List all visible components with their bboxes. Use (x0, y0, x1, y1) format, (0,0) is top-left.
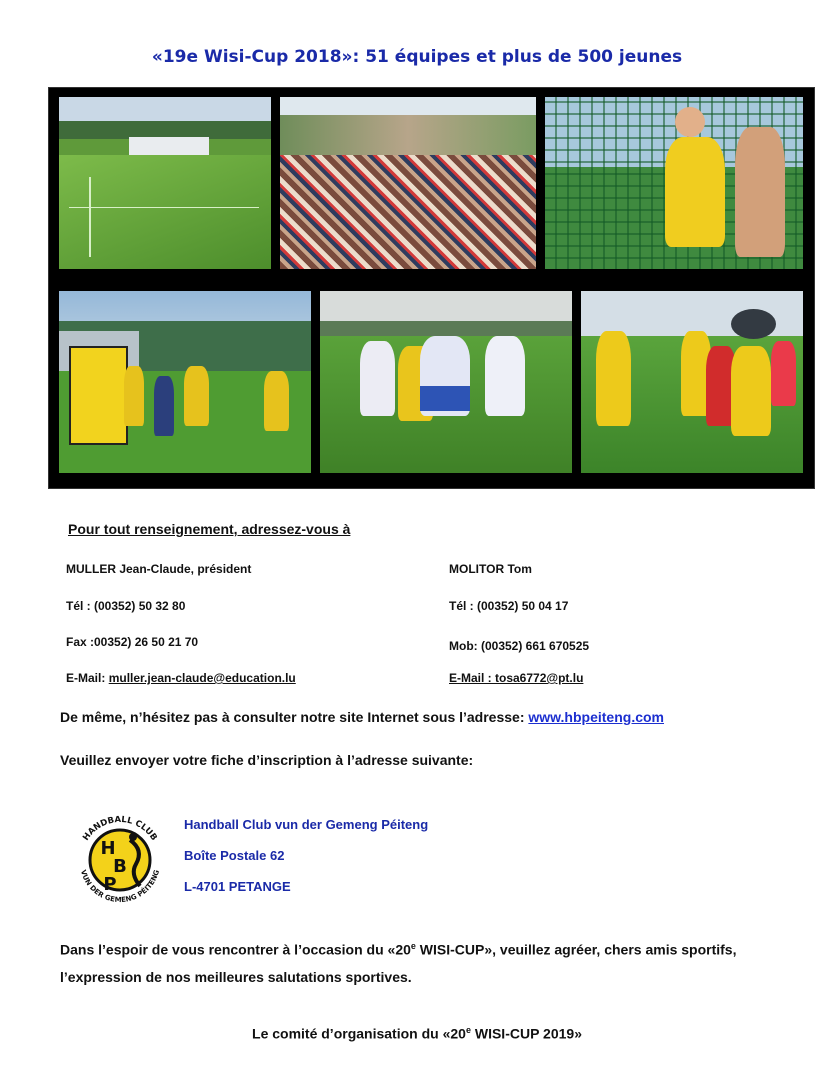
closing-text-a: Dans l’espoir de vous rencontrer à l’occasion du «20 (60, 941, 411, 958)
logo-letter-h: H (100, 838, 116, 859)
address-line-1: Handball Club vun der Gemeng Péiteng (184, 817, 429, 832)
send-instruction: Veuillez envoyer votre fiche d’inscription à l’adresse suivante: (60, 752, 474, 768)
website-paragraph (60, 709, 664, 725)
logo-letter-p: P (103, 874, 117, 895)
signature-text-a: Le comité d’organisation du «20 (252, 1025, 466, 1042)
signature-text-b: WISI-CUP 2019» (470, 1025, 582, 1042)
contact-tel: Tél : (00352) 50 04 17 (449, 599, 569, 613)
website-link[interactable]: www.hbpeiteng.com (528, 709, 664, 725)
email-link[interactable]: muller.jean-claude@education.lu (108, 671, 296, 685)
photo-crowd (280, 97, 536, 269)
contact-mob: Mob: (00352) 661 670525 (449, 639, 590, 653)
signature (0, 1025, 834, 1042)
photo-kids-running (581, 291, 803, 473)
contact-name: MOLITOR Tom (449, 562, 532, 576)
closing-line-1 (60, 941, 737, 958)
photo-stadium-aerial (59, 97, 271, 269)
contact-email-line (66, 671, 296, 685)
address-line-2: Boîte Postale 62 (184, 848, 285, 863)
contact-fax: Fax :00352) 26 50 21 70 (66, 635, 199, 649)
logo-top-text: HANDBALL CLUB (81, 814, 159, 843)
email-link[interactable]: E-Mail : tosa6772@pt.lu (449, 671, 584, 685)
website-text: De même, n’hésitez pas à consulter notre site Internet sous l’adresse: (60, 709, 525, 725)
closing-line-2: l’expression de nos meilleures salutations sportives. (60, 969, 412, 985)
email-label: E-Mail: (66, 671, 106, 685)
photo-target-throw (59, 291, 311, 473)
club-logo (70, 810, 170, 910)
photo-handball-match (320, 291, 572, 473)
logo-letter-b: B (113, 856, 127, 877)
photo-goalkeeper (545, 97, 803, 269)
page-title: «19e Wisi-Cup 2018»: 51 équipes et plus de 500 jeunes (151, 47, 683, 67)
signature-sup: e (465, 1025, 471, 1035)
photo-collage (48, 87, 815, 489)
contact-tel: Tél : (00352) 50 32 80 (66, 599, 186, 613)
address-line-3: L-4701 PETANGE (184, 879, 291, 894)
closing-sup: e (410, 941, 416, 951)
closing-text-b: WISI-CUP», veuillez agréer, chers amis sportifs, (415, 941, 737, 958)
logo-bottom-text: VUN DER GEMENG PÉITENG (78, 868, 162, 905)
contact-heading: Pour tout renseignement, adressez-vous à (68, 521, 351, 537)
contact-name: MULLER Jean-Claude, président (66, 562, 252, 576)
